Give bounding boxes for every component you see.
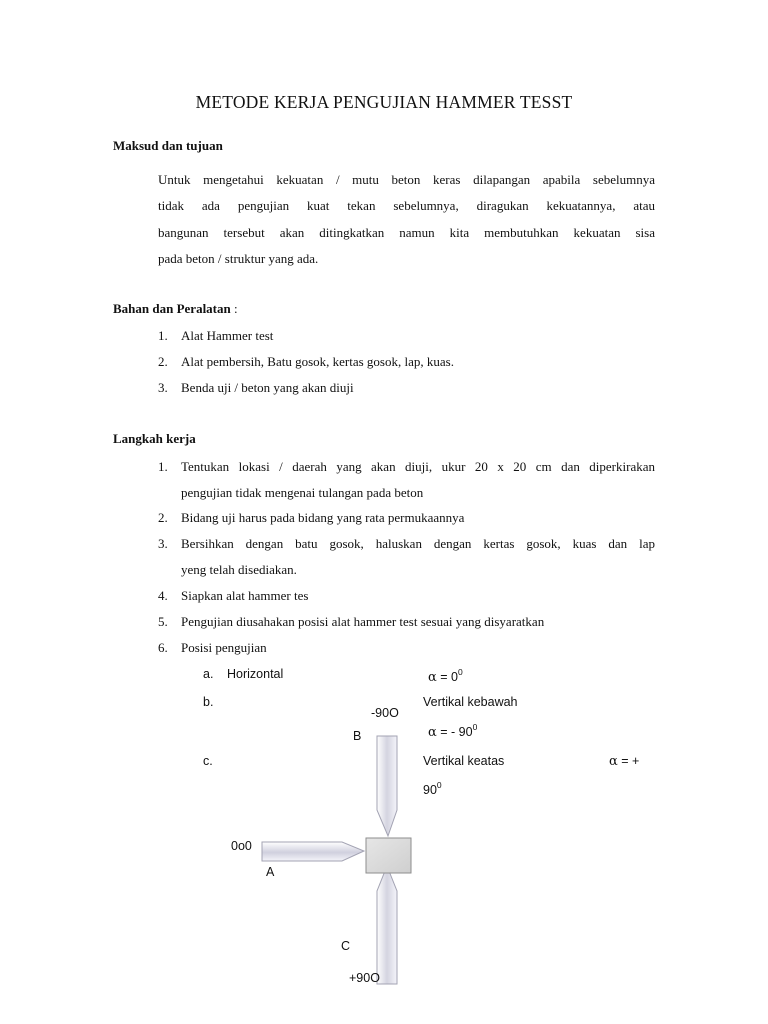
position-c-letter: c. (203, 754, 213, 768)
test-surface-box (366, 838, 411, 873)
list-number: 1. (158, 328, 168, 343)
list-number: 5. (158, 614, 168, 629)
diagram-label-bottom-angle: +90O (349, 971, 380, 985)
list-text-continuation: yeng telah disediakan. (181, 562, 297, 577)
formula-text: = 0 (436, 670, 458, 684)
list-number: 3. (158, 380, 168, 395)
bahan-heading-colon: : (230, 301, 238, 316)
list-text-continuation: pengujian tidak mengenai tulangan pada beton (181, 485, 424, 500)
list-text: Benda uji / beton yang akan diuji (181, 380, 354, 395)
section-heading-maksud: Maksud dan tujuan (113, 138, 223, 153)
list-number: 1. (158, 459, 168, 474)
list-text: Tentukan lokasi / daerah yang akan diuji, ukur 20 x 20 cm dan diperkirakan (181, 459, 655, 474)
diagram-label-b: B (353, 729, 362, 743)
list-text: Posisi pengujian (181, 640, 267, 655)
degree-superscript: 0 (436, 780, 442, 790)
formula-text: = + (617, 754, 640, 768)
arrow-from-bottom (377, 866, 397, 984)
diagram-label-c: C (341, 939, 351, 953)
bahan-heading-text: Bahan dan Peralatan (113, 301, 231, 316)
arrow-from-left (262, 842, 364, 861)
list-text: Alat pembersih, Batu gosok, kertas gosok, lap, kuas. (181, 354, 454, 369)
list-text: Bersihkan dengan batu gosok, haluskan dengan kertas gosok, kuas dan lap (181, 536, 655, 551)
list-text: Bidang uji harus pada bidang yang rata permukaannya (181, 510, 465, 525)
alpha-symbol: α (428, 725, 437, 740)
paragraph-line: Untuk mengetahui kekuatan / mutu beton keras dilapangan apabila sebelumnya (158, 172, 655, 187)
position-b-label: Vertikal kebawah (423, 695, 518, 709)
list-number: 2. (158, 354, 168, 369)
list-text: Alat Hammer test (181, 328, 274, 343)
degree-superscript: 0 (457, 667, 463, 677)
paragraph-line: tidak ada pengujian kuat tekan sebelumnya, diragukan kekuatannya, atau (158, 198, 655, 214)
paragraph-line: bangunan tersebut akan ditingkatkan namun kita membutuhkan kekuatan sisa (158, 224, 655, 240)
document-title: METODE KERJA PENGUJIAN HAMMER TESST (195, 92, 573, 112)
list-number: 3. (158, 536, 168, 551)
position-a-letter: a. (203, 667, 214, 681)
list-text: Pengujian diusahakan posisi alat hammer test sesuai yang disyaratkan (181, 614, 545, 629)
list-text: Siapkan alat hammer tes (181, 588, 309, 603)
position-b-letter: b. (203, 695, 214, 709)
degree-superscript: 0 (472, 722, 478, 732)
position-a-label: Horizontal (227, 667, 284, 681)
list-number: 2. (158, 510, 168, 525)
arrow-from-top (377, 736, 397, 836)
diagram-label-top-angle: -90O (371, 706, 399, 720)
alpha-symbol: α (609, 754, 618, 769)
paragraph-line: pada beton / struktur yang ada. (158, 250, 319, 266)
formula-text: 90 (423, 783, 437, 797)
section-heading-langkah: Langkah kerja (113, 431, 196, 446)
position-c-label: Vertikal keatas (423, 754, 505, 768)
formula-text: = - 90 (436, 725, 473, 739)
diagram-label-left-angle: 0o0 (231, 839, 252, 853)
list-number: 4. (158, 588, 168, 603)
alpha-symbol: α (428, 670, 437, 685)
list-number: 6. (158, 640, 168, 655)
diagram-label-a: A (266, 865, 275, 879)
